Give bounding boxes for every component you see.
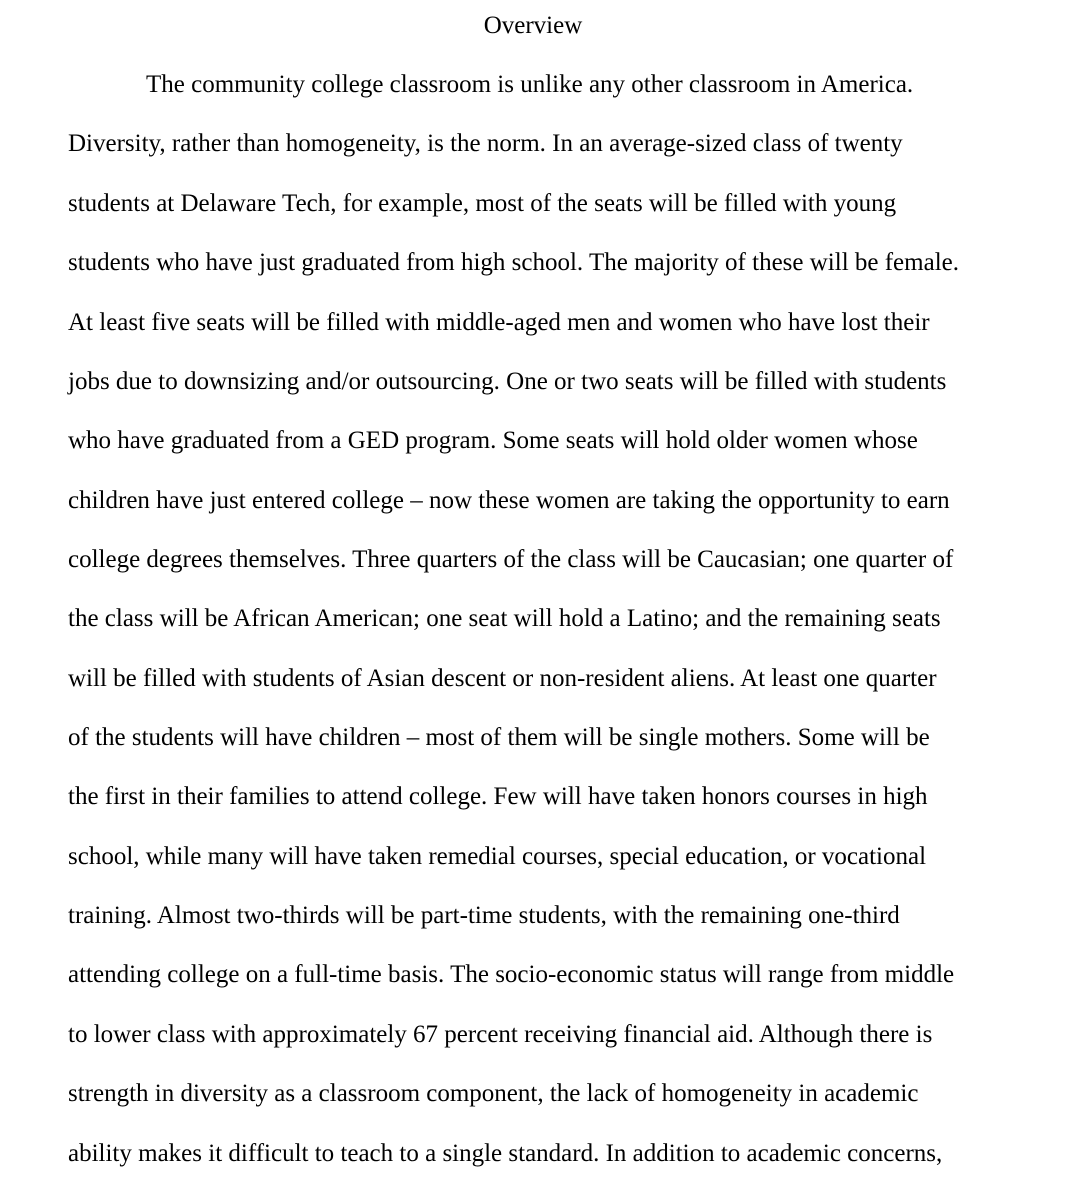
paragraph-line: students who have just graduated from high school. The majority of these will be female. <box>68 249 959 276</box>
paragraph-line: students at Delaware Tech, for example, most of the seats will be filled with young <box>68 190 897 217</box>
page-title: Overview <box>483 12 583 39</box>
paragraph-line: college degrees themselves. Three quarters of the class will be Caucasian; one quarter of <box>68 546 954 573</box>
paragraph-line: Diversity, rather than homogeneity, is the norm. In an average-sized class of twenty <box>68 130 903 157</box>
paragraph-line: attending college on a full-time basis. The socio-economic status will range from middle <box>68 961 955 988</box>
paragraph-line: jobs due to downsizing and/or outsourcing. One or two seats will be filled with students <box>68 368 947 395</box>
paragraph-line: who have graduated from a GED program. Some seats will hold older women whose <box>68 427 918 454</box>
paragraph-line: the class will be African American; one seat will hold a Latino; and the remaining seats <box>68 605 941 632</box>
paragraph-line: training. Almost two-thirds will be part-time students, with the remaining one-third <box>68 902 900 929</box>
paragraph-line: will be filled with students of Asian descent or non-resident aliens. At least one quarter <box>68 665 937 692</box>
paragraph-line: strength in diversity as a classroom component, the lack of homogeneity in academic <box>68 1080 919 1107</box>
paragraph-line: ability makes it difficult to teach to a single standard. In addition to academic concerns, <box>68 1140 943 1167</box>
paragraph-line: The community college classroom is unlike any other classroom in America. <box>146 71 914 98</box>
paragraph-line: At least five seats will be filled with middle-aged men and women who have lost their <box>68 309 930 336</box>
paragraph-line: to lower class with approximately 67 percent receiving financial aid. Although there is <box>68 1021 933 1048</box>
paragraph-line: the first in their families to attend college. Few will have taken honors courses in high <box>68 783 928 810</box>
paragraph-line: children have just entered college – now these women are taking the opportunity to earn <box>68 487 950 514</box>
paragraph-line: of the students will have children – most of them will be single mothers. Some will be <box>68 724 930 751</box>
paragraph-line: school, while many will have taken remedial courses, special education, or vocational <box>68 843 927 870</box>
